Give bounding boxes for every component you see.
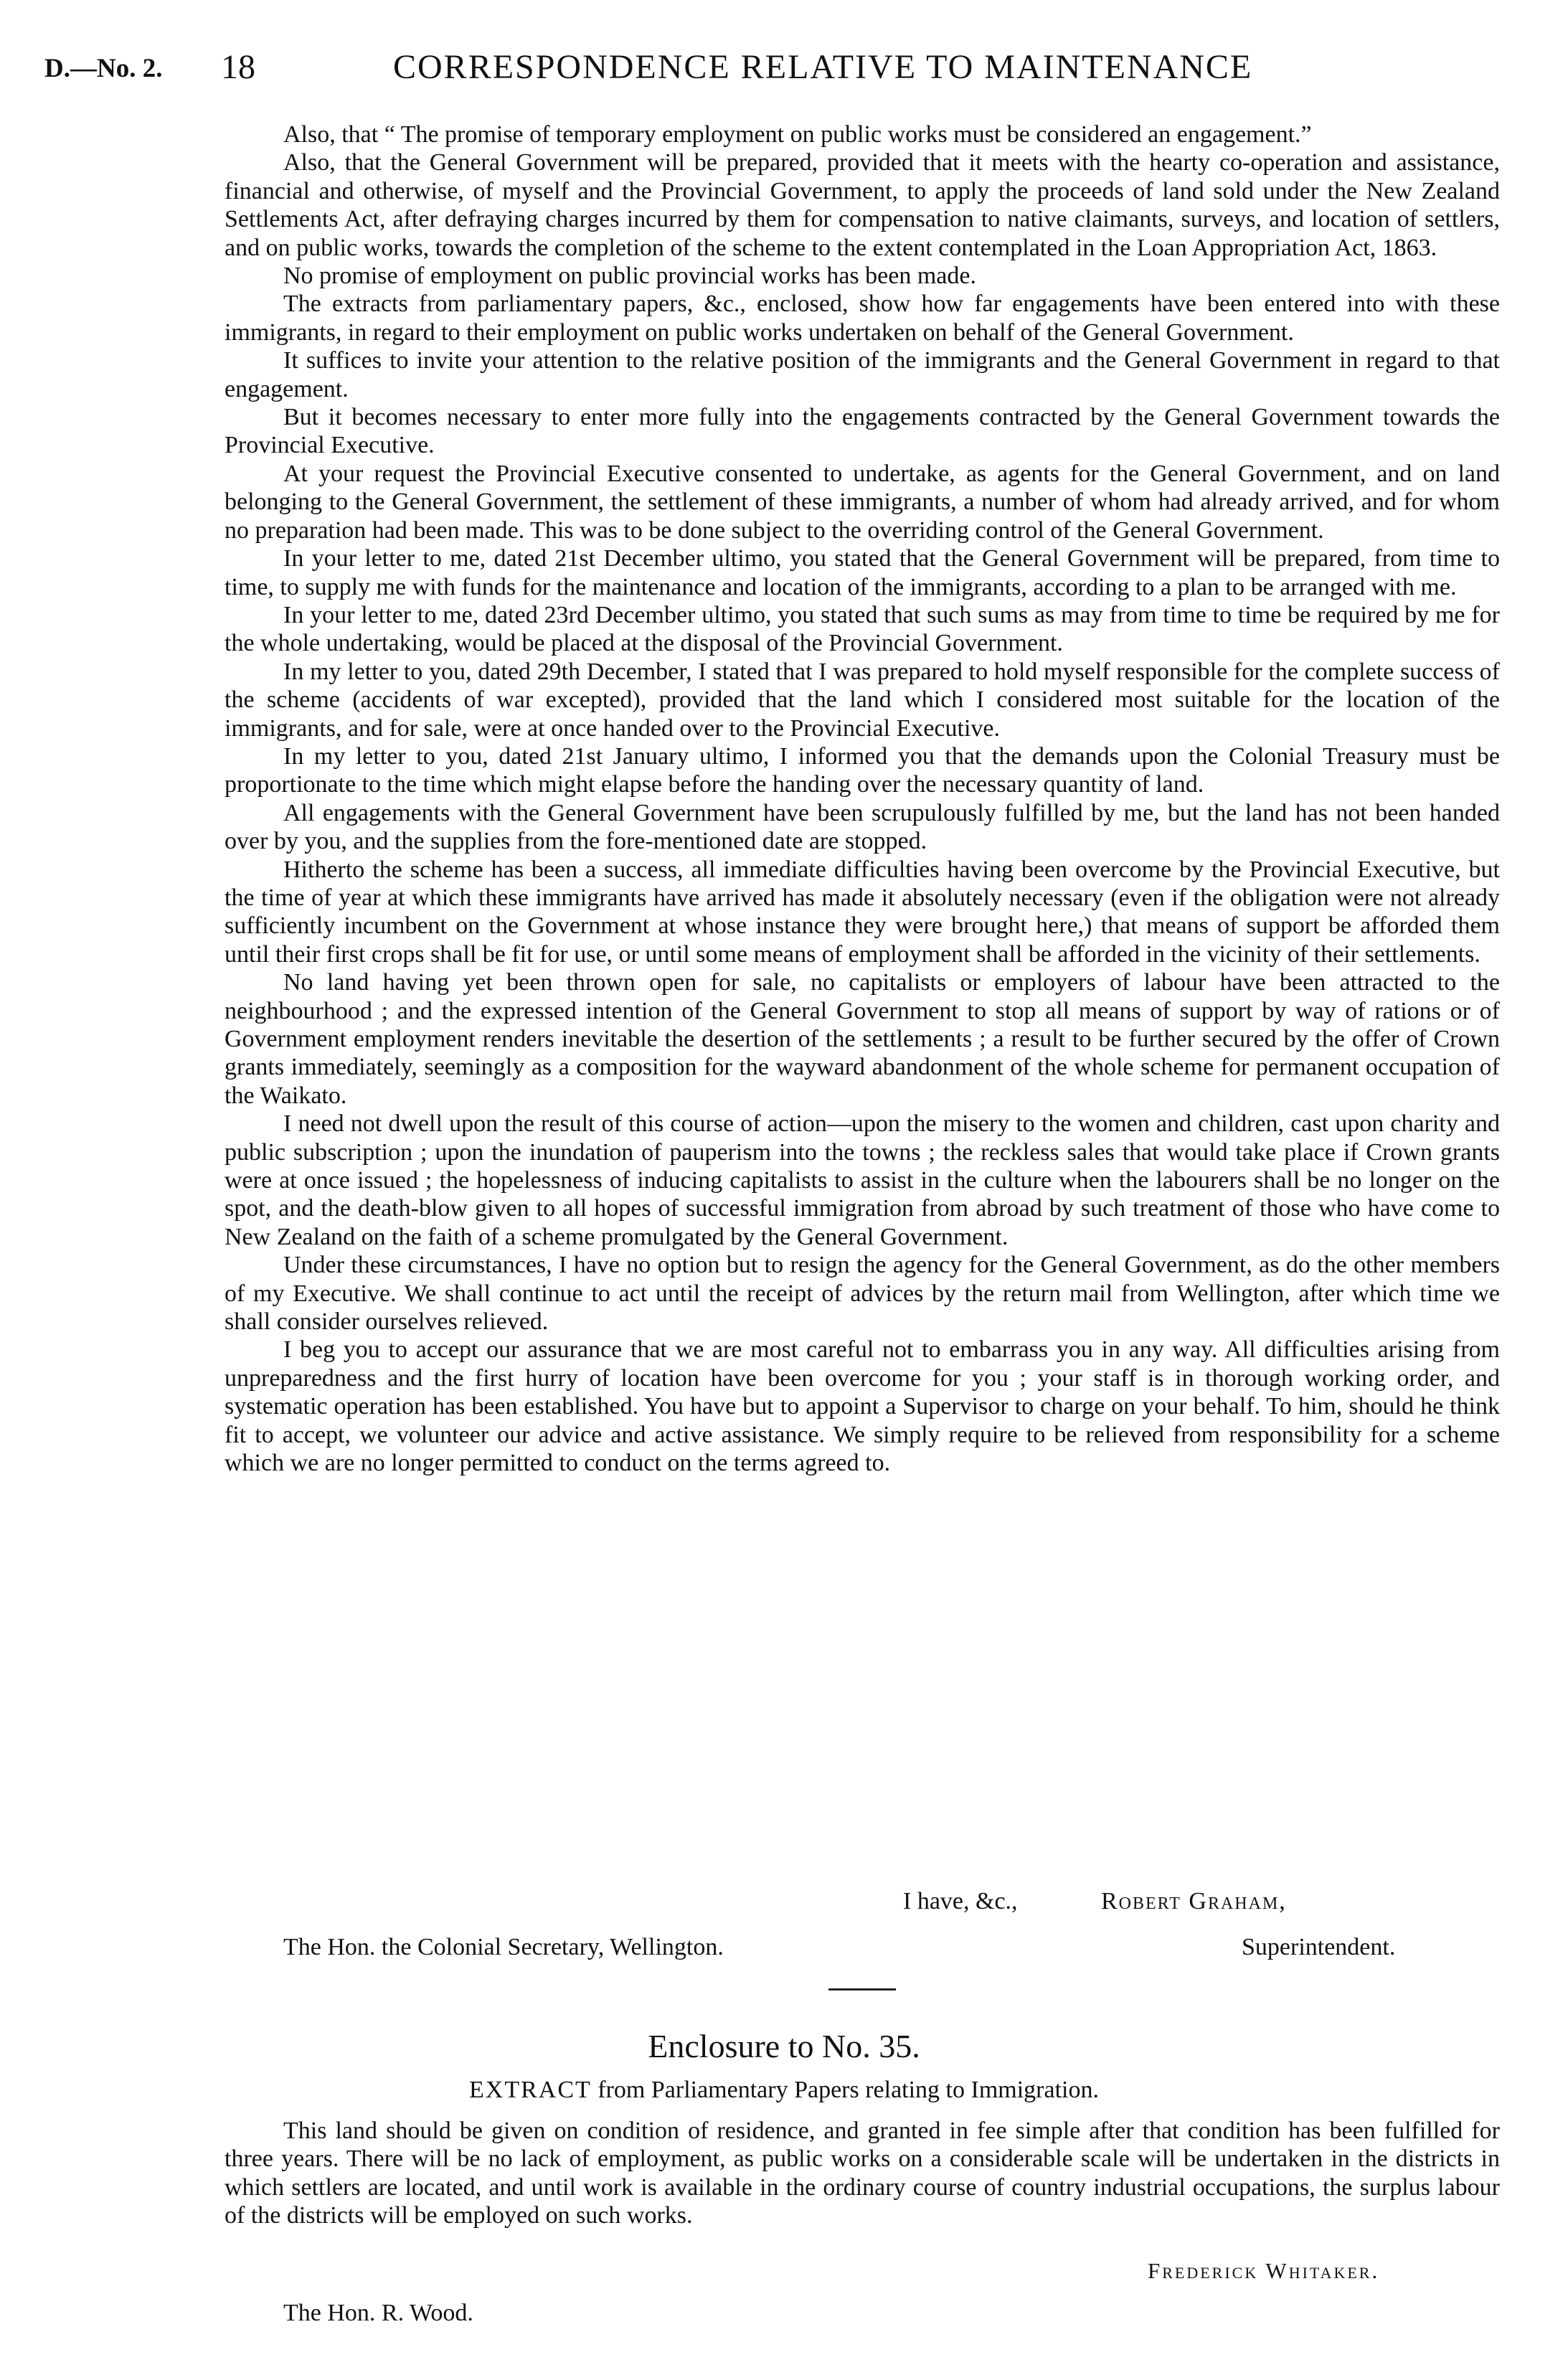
section-divider bbox=[828, 1988, 896, 1991]
signatory-name: Robert Graham, bbox=[1101, 1888, 1287, 1914]
letter-paragraph: No land having yet been thrown open for sale, no capitalists or employers of labour have been attracted to the neighbourhood ; and the expressed intention of the General Government to stop all means of support by way of rations or of Government employment renders inevitable the desertion of the settlements ; a result to be further secured by the offer of Crown grants immediately, seemingly as a composition for the wayward abandonment of the whole scheme for permanent occupation of the Waikato. bbox=[225, 969, 1500, 1109]
extract-signatory: Frederick Whitaker. bbox=[1148, 2258, 1380, 2283]
extract-addressee: The Hon. R. Wood. bbox=[283, 2300, 473, 2326]
extract-body bbox=[225, 2117, 1500, 2230]
letter-paragraph: The extracts from parliamentary papers, &c., enclosed, show how far engagements have been entered into with these immigrants, in regard to their employment on public works undertaken on behalf of the General Government. bbox=[225, 291, 1500, 346]
letter-paragraph: In your letter to me, dated 21st December ultimo, you stated that the General Government will be prepared, from time to time, to supply me with funds for the maintenance and location of the immigrants, according to a plan to be arranged with me. bbox=[225, 545, 1500, 600]
document-reference: D.—No. 2. bbox=[44, 54, 163, 83]
signatory-title: Superintendent. bbox=[1242, 1934, 1396, 1960]
letter-paragraph: All engagements with the General Government have been scrupulously fulfilled by me, but the land has not been handed over by you, and the supplies from the fore-mentioned date are stopped. bbox=[225, 799, 1500, 855]
letter-paragraph: I beg you to accept our assurance that we are most careful not to embarrass you in any way. All difficulties arising from unpreparedness and the first hurry of location have been overcome for you ; your staff is in thorough working order, and systematic operation has been established. You have but to appoint a Supervisor to charge on your behalf. To him, should he think fit to accept, we volunteer our advice and active assistance. We simply require to be relieved from responsibility for a scheme which we are no longer permitted to conduct on the terms agreed to. bbox=[225, 1336, 1500, 1477]
letter-paragraph: At your request the Provincial Executive consented to undertake, as agents for the General Government, and on land belonging to the General Government, the settlement of these immigrants, a number of whom had already arrived, and for whom no preparation had been made. This was to be done subject to the overriding control of the General Government. bbox=[225, 460, 1500, 544]
enclosure-heading: Enclosure to No. 35. bbox=[648, 2028, 920, 2064]
closing-formula: I have, &c., bbox=[903, 1888, 1018, 1914]
letter-paragraph: I need not dwell upon the result of this course of action—upon the misery to the women and children, cast upon charity and public subscription ; upon the inundation of pauperism into the towns ; the reckless sales that would take place if Crown grants were at once issued ; the hopelessness of inducing capitalists to assist in the culture when the labourers shall be no longer on the spot, and the death-blow given to all hopes of successful immigration from abroad by such treatment of those who have come to New Zealand on the faith of a scheme promulgated by the General Government. bbox=[225, 1110, 1500, 1250]
page-header bbox=[0, 43, 1568, 100]
extract-label: EXTRACT bbox=[469, 2077, 592, 2103]
letter-paragraph: But it becomes necessary to enter more fully into the engagements contracted by the General Government towards the Provincial Executive. bbox=[225, 404, 1500, 459]
letter-paragraph: Under these circumstances, I have no option but to resign the agency for the General Government, as do the other members of my Executive. We shall continue to act until the receipt of advices by the return mail from Wellington, after which time we shall consider ourselves relieved. bbox=[225, 1252, 1500, 1336]
extract-source: from Parliamentary Papers relating to Immigration. bbox=[598, 2077, 1099, 2103]
letter-body bbox=[225, 121, 1500, 1478]
letter-closing bbox=[225, 1888, 1500, 1967]
extract-paragraph: This land should be given on condition of residence, and granted in fee simple after that condition has been fulfilled for three years. There will be no lack of employment, as public works on a considerable scale will be undertaken in the districts in which settlers are located, and until work is available in the ordinary course of country industrial occupations, the surplus labour of the districts will be employed on such works. bbox=[225, 2117, 1500, 2229]
letter-paragraph: Hitherto the scheme has been a success, all immediate difficulties having been overcome by the Provincial Executive, but the time of year at which these immigrants have arrived has made it absolutely necessary (even if the obligation were not already sufficiently incumbent on the Government at whose instance they were brought here,) that means of support be afforded them until their first crops shall be fit for use, or until some means of employment shall be afforded in the vicinity of their settlements. bbox=[225, 856, 1500, 968]
addressee: The Hon. the Colonial Secretary, Wellington. bbox=[283, 1934, 724, 1960]
letter-paragraph: In my letter to you, dated 29th December, I stated that I was prepared to hold myself responsible for the complete success of the scheme (accidents of war excepted), provided that the land which I considered most suitable for the location of the immigrants, and for sale, were at once handed over to the Provincial Executive. bbox=[225, 658, 1500, 742]
extract-heading bbox=[0, 2077, 1568, 2104]
letter-paragraph: In my letter to you, dated 21st January ultimo, I informed you that the demands upon the Colonial Treasury must be proportionate to the time which might elapse before the handing over the necessary quantity of land. bbox=[225, 742, 1500, 798]
letter-paragraph: Also, that “ The promise of temporary employment on public works must be considered an engagement.” bbox=[283, 121, 1312, 148]
letter-paragraph: In your letter to me, dated 23rd December ultimo, you stated that such sums as may from time to time be required by me for the whole undertaking, would be placed at the disposal of the Provincial Government. bbox=[225, 601, 1500, 657]
letter-paragraph: No promise of employment on public provincial works has been made. bbox=[283, 263, 976, 290]
page-number: 18 bbox=[221, 48, 255, 86]
letter-paragraph: Also, that the General Government will be prepared, provided that it meets with the hearty co-operation and assistance, financial and otherwise, of myself and the Provincial Government, to apply the proceeds of land sold under the New Zealand Settlements Act, after defraying charges incurred by them for compensation to native claimants, surveys, and location of settlers, and on public works, towards the completion of the scheme to the extent contemplated in the Loan Appropriation Act, 1863. bbox=[225, 149, 1500, 261]
letter-paragraph: It suffices to invite your attention to the relative position of the immigrants and the General Government in regard to that engagement. bbox=[225, 347, 1500, 402]
running-title: CORRESPONDENCE RELATIVE TO MAINTENANCE bbox=[393, 48, 1253, 86]
